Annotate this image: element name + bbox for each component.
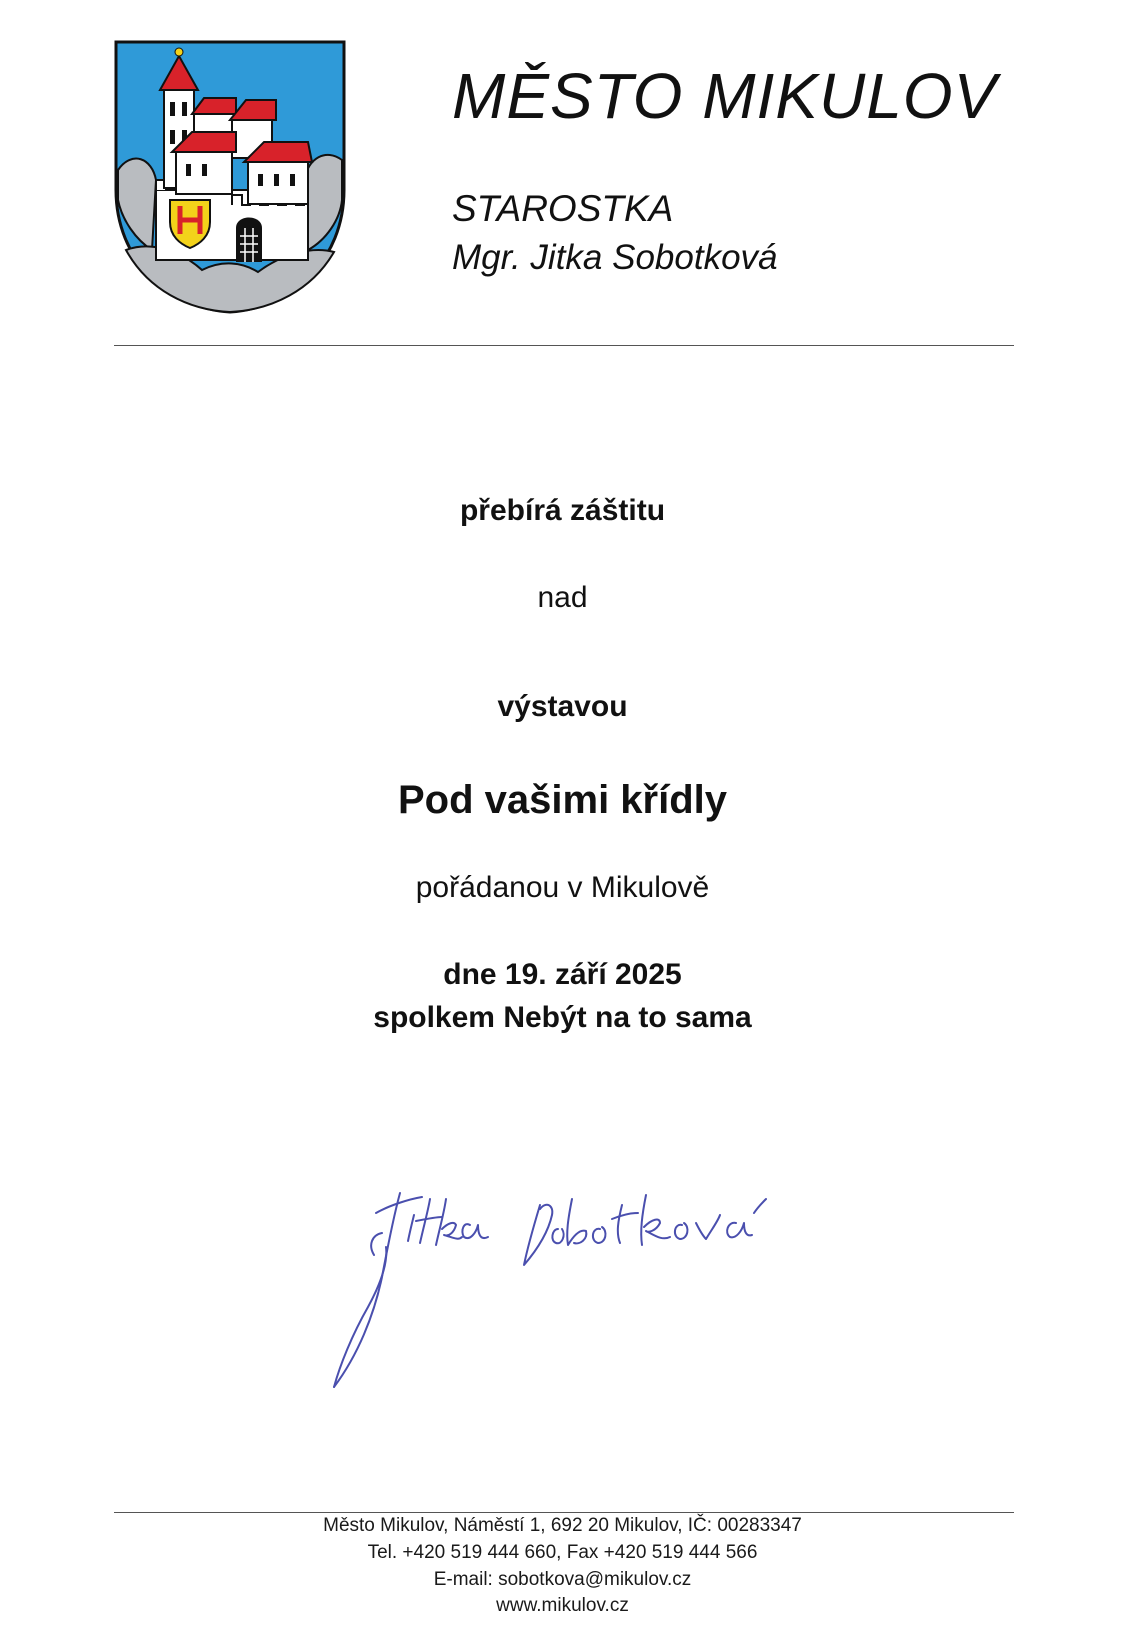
footer-email: E-mail: sobotkova@mikulov.cz — [433, 1569, 692, 1590]
event-type: výstavou — [497, 690, 628, 723]
footer-address: Město Mikulov, Náměstí 1, 692 20 Mikulov, IČ: 00283347 — [323, 1515, 802, 1536]
event-title: Pod vašimi křídly — [397, 778, 728, 822]
footer-website: www.mikulov.cz — [496, 1595, 629, 1616]
handwritten-signature — [330, 1185, 800, 1395]
role-title: STAROSTKA — [452, 188, 674, 229]
patronage-statement: přebírá záštitu — [459, 494, 666, 527]
event-organizer: spolkem Nebýt na to sama — [373, 1001, 752, 1034]
connector-text: nad — [537, 581, 588, 614]
coat-of-arms-logo — [112, 40, 348, 316]
footer-divider — [114, 1512, 1014, 1513]
town-name: MĚSTO MIKULOV — [452, 60, 998, 132]
header-divider — [114, 345, 1014, 346]
footer-phone: Tel. +420 519 444 660, Fax +420 519 444 566 — [367, 1542, 758, 1563]
person-name: Mgr. Jitka Sobotková — [452, 238, 778, 277]
event-date: dne 19. září 2025 — [443, 958, 682, 991]
event-location: pořádanou v Mikulově — [415, 871, 710, 904]
